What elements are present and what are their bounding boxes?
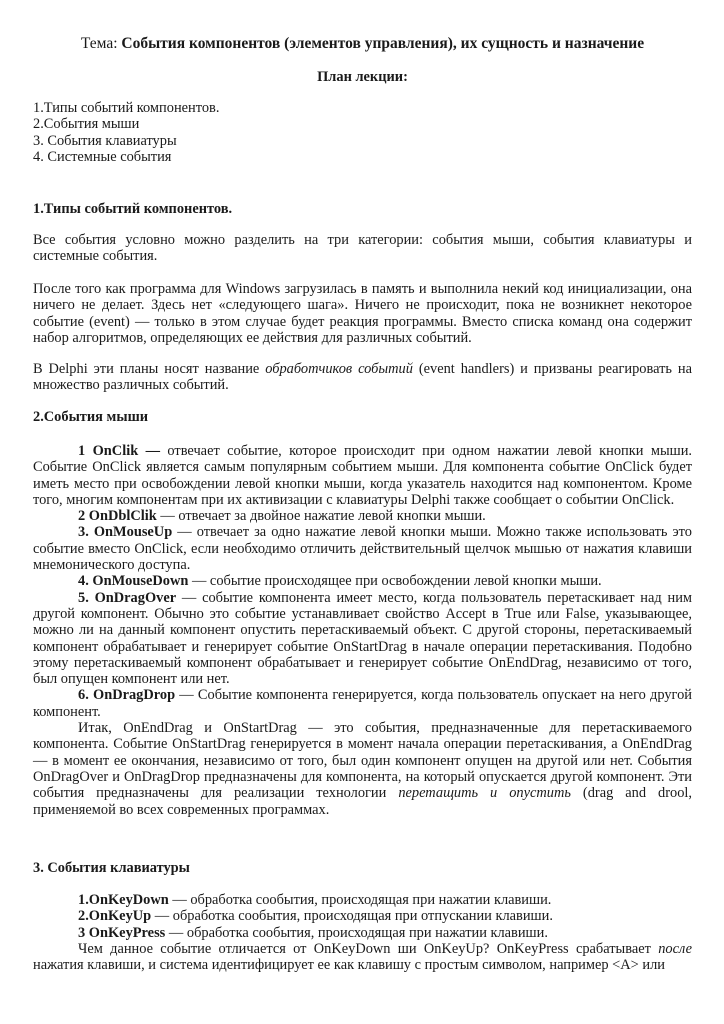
italic-term: обработчиков событий	[265, 361, 413, 377]
event-description: — Событие компонента генерируется, когда пользователь опускает на него другой компонент.	[33, 687, 692, 720]
plan-item: 2.События мыши	[33, 116, 140, 133]
text: (drag and drool, применяемой во всех современных программах.	[33, 785, 693, 818]
event-item	[33, 687, 692, 720]
text: нажатия клавиши, и система идентифицирует ее как клавишу с простым символом, например <A> или	[33, 957, 665, 974]
event-name: 6. OnDragDrop	[78, 687, 176, 704]
event-name: 2 OnDblClik	[78, 508, 157, 525]
event-name: 2.OnKeyUp	[78, 908, 152, 925]
event-item	[33, 508, 692, 524]
event-item	[33, 590, 692, 688]
plan-item: 4. Системные события	[33, 148, 172, 165]
text: Итак, OnEndDrag и OnStartDrag — это события, предназначенные для перетаскиваемого компонента. Событие OnStartDrag генерируется в момент начала операции перетаскивания, а OnEndDrag — в момент ее окончания, независимо от того, был один компонент опущен на другой или нет. События OnDragOver и OnDragDrop предназначены для компонента, на который опускается другой компонент. Эти события предназначены для реализации технологии	[33, 720, 692, 802]
event-description: — обработка сообытия, происходящая при нажатии клавиши.	[168, 892, 552, 908]
topic-label: Тема:	[80, 35, 118, 52]
document-title	[33, 36, 692, 52]
event-name: 1 OnClik —	[78, 443, 160, 459]
topic-text: События компонентов (элементов управления), их сущность и назначение	[121, 35, 645, 52]
text: В Delphi эти планы носят название	[33, 361, 266, 377]
event-description: — обработка сообытия, происходящая при нажатии клавиши.	[165, 924, 548, 941]
section-heading: 1.Типы событий компонентов.	[33, 201, 233, 217]
event-description: отвечает событие, которое происходит при одном нажатии левой кнопки мыши. Событие OnClick является самым популярным событием мыши. Для компонента событие OnClick будет иметь место при освобождении левой кнопки мыши, когда указатель находится над компонентом. Кроме того, многим компонентам при их активизации с клавиатуры Delphi также сообщает о событии OnClick.	[33, 443, 692, 508]
mouse-events-list	[33, 443, 692, 818]
event-item	[33, 573, 692, 589]
event-name: 3. OnMouseUp	[78, 524, 173, 541]
section-heading: 3. События клавиатуры	[33, 860, 190, 876]
event-name: 4. OnMouseDown	[78, 573, 189, 590]
plan-item: 1.Типы событий компонентов.	[33, 100, 220, 116]
event-item	[33, 908, 692, 924]
summary-paragraph	[33, 720, 692, 818]
paragraph	[33, 941, 692, 974]
plan-list	[33, 100, 692, 165]
event-description: — отвечает за одно нажатие левой кнопки мыши. Можно также использовать это событие вместо OnClick, если необходимо отличить действительный щелчок мышью от нажатия клавиши мнемонического доступа.	[33, 524, 692, 574]
text: (event handlers) и призваны реагировать на множество различных событий.	[33, 361, 692, 394]
event-name: 3 OnKeyPress	[78, 924, 166, 941]
text: Чем данное событие отличается от OnKeyDown ши OnKeyUp? OnKeyPress срабатывает	[78, 940, 659, 957]
italic-term: перетащить и опустить	[398, 785, 571, 802]
event-name: 1.OnKeyDown	[78, 892, 169, 908]
paragraph	[33, 361, 692, 394]
event-name: 5. OnDragOver	[78, 589, 177, 606]
event-description: — событие происходящее при освобождении левой кнопки мыши.	[188, 573, 602, 590]
event-description: — событие компонента имеет место, когда пользователь перетаскивает над ним другой компонент. Обычно это событие устанавливает свойство Accept в True или False, указывающее, можно ли на данный компонент опустить перетаскиваемый объект. С другой стороны, перетаскиваемый компонент обрабатывает и генерирует событие OnStartDrag в начале операции перетаскивания. Подобно этому перетаскиваемый компонент обрабатывает и генерирует событие OnEndDrag, независимо от того, был опущен компонент или нет.	[33, 589, 693, 688]
event-description: — отвечает за двойное нажатие левой кнопки мыши.	[156, 508, 486, 525]
plan-title: План лекции:	[317, 69, 408, 85]
keyboard-events-list	[33, 892, 692, 973]
event-item	[33, 892, 692, 908]
event-item	[33, 524, 692, 573]
event-item	[33, 925, 692, 941]
section-heading: 2.События мыши	[33, 409, 149, 425]
paragraph: После того как программа для Windows загрузилась в память и выполнила некий код инициализации, она ничего не делает. Здесь нет «следующего шага». Ничего не происходит, пока не возникнет некоторое событие (event) — только в этом случае будет реакция программы. Вместо списка команд она содержит набор алгоритмов, определяющих ее действия для различных событий.	[33, 281, 692, 346]
plan-item: 3. События клавиатуры	[33, 132, 177, 149]
paragraph: Все события условно можно разделить на три категории: события мыши, события клавиатуры и системные события.	[33, 232, 692, 265]
italic-term: после	[658, 940, 692, 957]
event-description: — обработка сообытия, происходящая при отпускании клавиши.	[151, 908, 553, 925]
event-item	[33, 443, 692, 508]
